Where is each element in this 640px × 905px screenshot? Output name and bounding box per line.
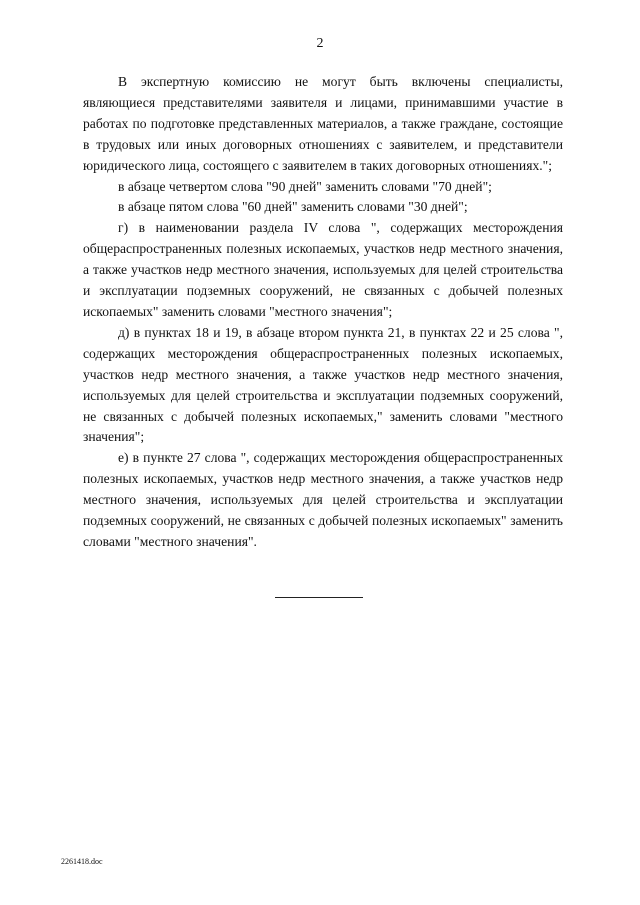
paragraph-expert-commission: В экспертную комиссию не могут быть включены специалисты, являющиеся представителями заявителя и лицами, принимавшими участие в работах по подготовке представленных материалов, а также граждане, состоящие в трудовых или иных договорных отношениях с заявителем, и представители юридического лица, состоящего с заявителем в таких договорных отношениях."; [83,74,563,173]
paragraph-fifth-clause: в абзаце пятом слова "60 дней" заменить словами "30 дней"; [118,199,468,215]
paragraph-item-d: д) в пунктах 18 и 19, в абзаце втором пункта 21, в пунктах 22 и 25 слова ", содержащих месторождения общераспространенных полезных ископаемых, участков недр местного значения, а также участков недр местного значения, используемых для целей строительства и эксплуатации подземных сооружений, не связанных с добычей полезных ископаемых," заменить словами "местного значения"; [83,324,563,445]
end-of-text-rule [275,597,363,598]
page-number: 2 [316,36,324,51]
footer-document-code: 2261418.doc [61,857,103,866]
paragraph-item-e: е) в пункте 27 слова ", содержащих месторождения общераспространенных полезных ископаемых, участков недр местного значения, а также участков недр местного значения, используемых для целей строительства и эксплуатации подземных сооружений, не связанных с добычей полезных ископаемых" заменить словами "местного значения". [83,450,563,549]
paragraph-fourth-clause: в абзаце четвертом слова "90 дней" заменить словами "70 дней"; [118,178,492,194]
paragraph-item-g: г) в наименовании раздела IV слова ", содержащих месторождения общераспространенных полезных ископаемых, участков недр местного значения, а также участков недр местного значения, используемых для целей строительства и эксплуатации подземных сооружений, не связанных с добычей полезных ископаемых" заменить словами "местного значения"; [83,220,563,319]
document-body [83,72,563,553]
